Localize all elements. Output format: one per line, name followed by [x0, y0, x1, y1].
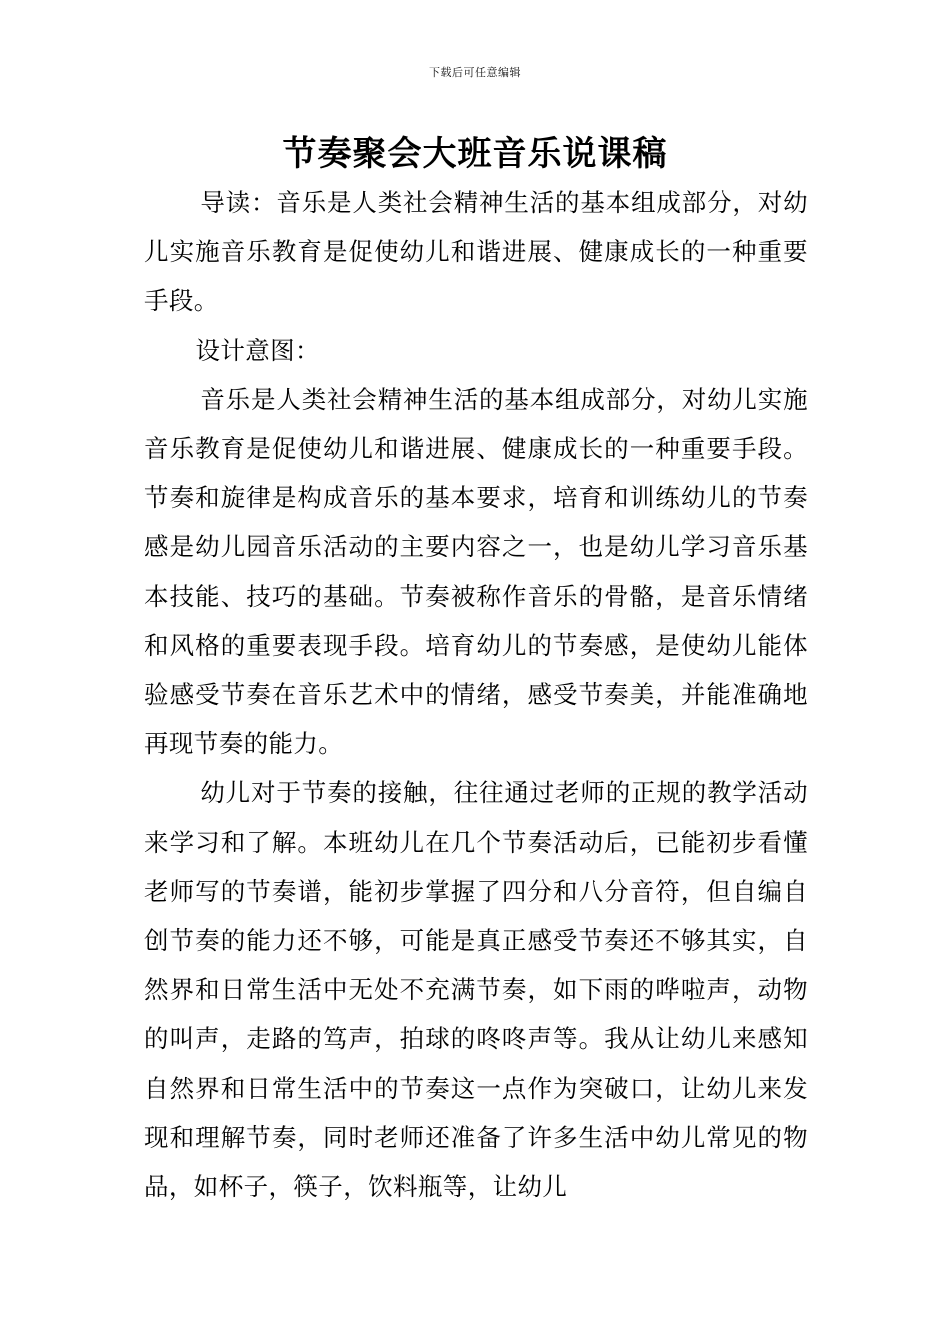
document-body	[144, 178, 808, 1211]
document-title: 节奏聚会大班音乐说课稿	[282, 134, 668, 174]
section-label-design-intent: 设计意图：	[195, 335, 320, 365]
paragraph-music-education: 音乐是人类社会精神生活的基本组成部分，对幼儿实施音乐教育是促使幼儿和谐进展、健康成长的一种重要手段。节奏和旋律是构成音乐的基本要求，培育和训练幼儿的节奏感是幼儿园音乐活动的主要内容之一，也是幼儿学习音乐基本技能、技巧的基础。节奏被称作音乐的骨骼，是音乐情绪和风格的重要表现手段。培育幼儿的节奏感，是使幼儿能体验感受节奏在音乐艺术中的情绪，感受节奏美，并能准确地再现节奏的能力。	[144, 384, 808, 759]
header-note: 下载后可任意编辑	[429, 66, 521, 79]
paragraph-rhythm-contact: 幼儿对于节奏的接触，往往通过老师的正规的教学活动来学习和了解。本班幼儿在几个节奏活动后，已能初步看懂老师写的节奏谱，能初步掌握了四分和八分音符，但自编自创节奏的能力还不够，可能是真正感受节奏还不够其实，自然界和日常生活中无处不充满节奏，如下雨的哗啦声，动物的叫声，走路的笃声，拍球的咚咚声等。我从让幼儿来感知自然界和日常生活中的节奏这一点作为突破口，让幼儿来发现和理解节奏，同时老师还准备了许多生活中幼儿常见的物品，如杯子，筷子，饮料瓶等，让幼儿	[144, 778, 808, 1202]
paragraph-intro: 导读：音乐是人类社会精神生活的基本组成部分，对幼儿实施音乐教育是促使幼儿和谐进展、健康成长的一种重要手段。	[144, 188, 808, 316]
